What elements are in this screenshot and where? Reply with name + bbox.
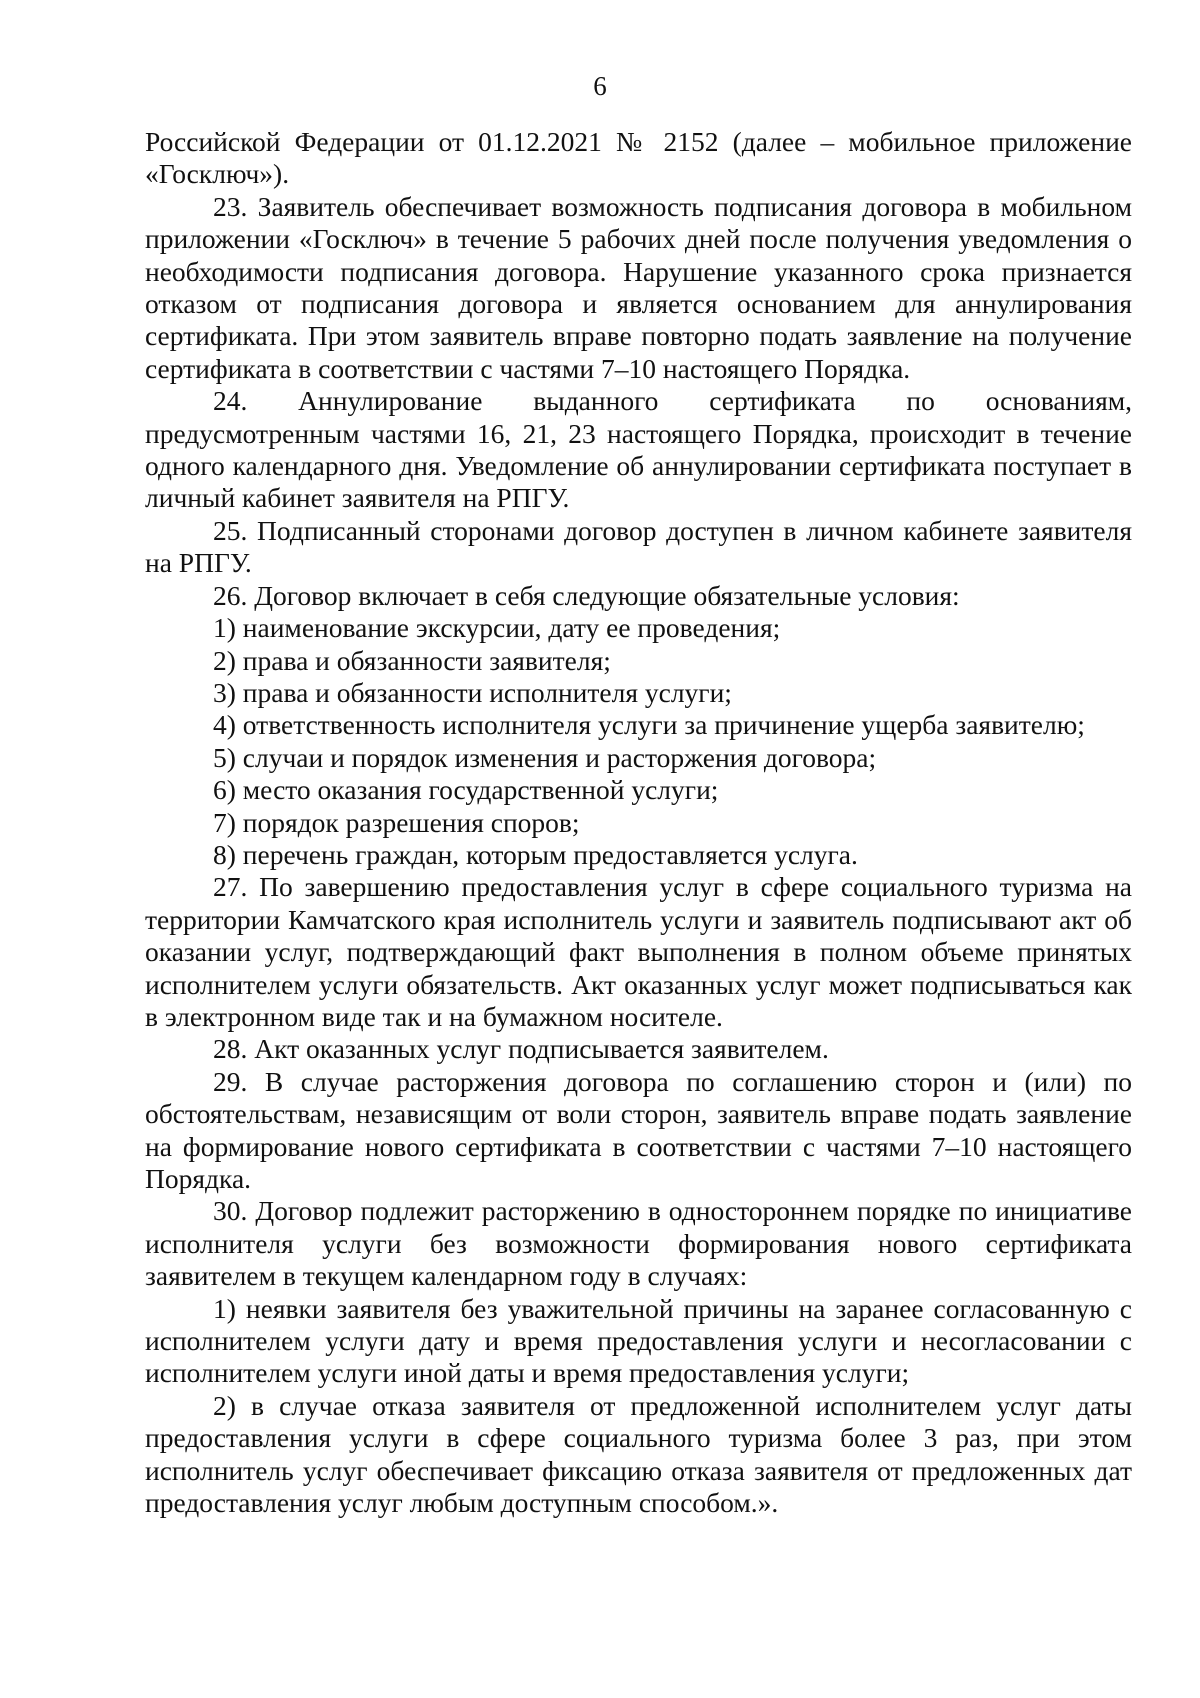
paragraph-29: 29. В случае расторжения договора по соглашению сторон и (или) по обстоятельствам, независящим от воли сторон, заявитель вправе подать заявление на формирование нового сертификата в соответствии с частями 7–10 настоящего Порядка. bbox=[145, 1065, 1132, 1194]
paragraph-30: 30. Договор подлежит расторжению в одностороннем порядке по инициативе исполнителя услуги без возможности формирования нового сертификата заявителем в текущем календарном году в случаях: bbox=[145, 1195, 1132, 1292]
list-item-30-2: 2) в случае отказа заявителя от предложенной исполнителем услуг даты предоставления услуги в сфере социального туризма более 3 раз, при этом исполнитель услуг обеспечивает фиксацию отказа заявителя от предложенных дат предоставления услуг любым доступным способом.». bbox=[145, 1389, 1132, 1519]
paragraph-continuation: Российской Федерации от 01.12.2021 № 2152 (далее – мобильное приложение «Госключ»). bbox=[145, 126, 1132, 190]
paragraph-26: 26. Договор включает в себя следующие обязательные условия: bbox=[213, 579, 960, 611]
paragraph-27: 27. По завершению предоставления услуг в сфере социального туризма на территории Камчатского края исполнитель услуги и заявитель подписывают акт об оказании услуг, подтверждающий факт выполнения в полном объеме принятых исполнителем услуги обязательств. Акт оказанных услуг может подписываться как в электронном виде так и на бумажном носителе. bbox=[145, 871, 1132, 1032]
list-item-30-1: 1) неявки заявителя без уважительной причины на заранее согласованную с исполнителем услуги дату и время предоставления услуги и несогласовании с исполнителем услуги иной даты и время предоставления услуги; bbox=[145, 1292, 1132, 1389]
list-item-26-4: 4) ответственность исполнителя услуги за причинение ущерба заявителю; bbox=[213, 709, 1085, 741]
document-body bbox=[145, 126, 1132, 1519]
paragraph-24: 24. Аннулирование выданного сертификата по основаниям, предусмотренным частями 16, 21, 23 настоящего Порядка, происходит в течение одного календарного дня. Уведомление об аннулировании сертификата поступает в личный кабинет заявителя на РПГУ. bbox=[145, 385, 1132, 514]
paragraph-28: 28. Акт оказанных услуг подписывается заявителем. bbox=[213, 1033, 829, 1065]
paragraph-23: 23. Заявитель обеспечивает возможность подписания договора в мобильном приложении «Госключ» в течение 5 рабочих дней после получения уведомления о необходимости подписания договора. Нарушение указанного срока признается отказом от подписания договора и является основанием для аннулирования сертификата. При этом заявитель вправе повторно подать заявление на получение сертификата в соответствии с частями 7–10 настоящего Порядка. bbox=[145, 190, 1132, 384]
list-item-26-3: 3) права и обязанности исполнителя услуги; bbox=[213, 676, 732, 708]
list-item-26-1: 1) наименование экскурсии, дату ее проведения; bbox=[213, 612, 781, 644]
list-item-26-5: 5) случаи и порядок изменения и расторжения договора; bbox=[213, 741, 877, 773]
list-item-26-6: 6) место оказания государственной услуги; bbox=[213, 774, 719, 806]
paragraph-25: 25. Подписанный сторонами договор доступен в личном кабинете заявителя на РПГУ. bbox=[145, 514, 1132, 579]
list-item-26-2: 2) права и обязанности заявителя; bbox=[213, 644, 611, 676]
list-item-26-7: 7) порядок разрешения споров; bbox=[213, 806, 580, 838]
page-number: 6 bbox=[593, 71, 607, 101]
list-item-26-8: 8) перечень граждан, которым предоставляется услуга. bbox=[213, 838, 858, 870]
